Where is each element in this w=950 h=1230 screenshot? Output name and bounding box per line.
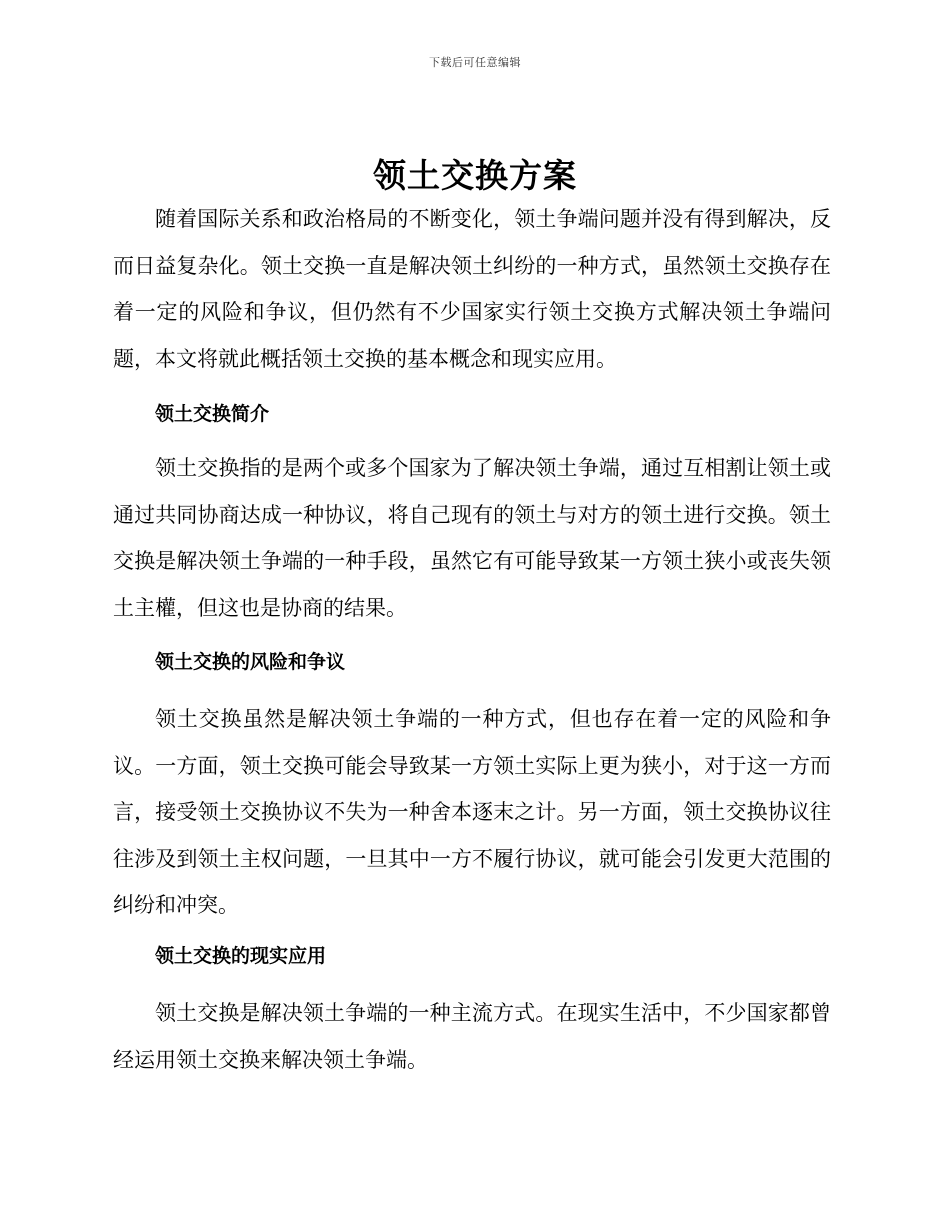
section-heading-introduction: 领土交换简介 [155, 403, 270, 425]
document-title: 领土交换方案 [373, 156, 577, 195]
page-header-note: 下载后可任意编辑 [429, 56, 521, 69]
section-paragraph-risks: 领土交换虽然是解决领土争端的一种方式，但也存在着一定的风险和争议。一方面，领土交换可能会导致某一方领土实际上更为狭小，对于这一方而言，接受领土交换协议不失为一种舍本逐末之计。另一方面，领土交换协议往往涉及到领土主权问题，一旦其中一方不履行协议，就可能会引发更大范围的纠纷和冲突。 [113, 707, 831, 917]
section-heading-risks: 领土交换的风险和争议 [155, 651, 346, 673]
section-heading-applications: 领土交换的现实应用 [155, 945, 327, 967]
intro-paragraph: 随着国际关系和政治格局的不断变化，领土争端问题并没有得到解决，反而日益复杂化。领土交换一直是解决领土纠纷的一种方式，虽然领土交换存在着一定的风险和争议，但仍然有不少国家实行领土交换方式解决领土争端问题，本文将就此概括领土交换的基本概念和现实应用。 [113, 207, 831, 371]
section-paragraph-applications: 领土交换是解决领土争端的一种主流方式。在现实生活中，不少国家都曾经运用领土交换来解决领土争端。 [113, 1001, 831, 1072]
section-paragraph-introduction: 领土交换指的是两个或多个国家为了解决领土争端，通过互相割让领土或通过共同协商达成一种协议，将自己现有的领土与对方的领土进行交换。领土交换是解决领土争端的一种手段，虽然它有可能导致某一方领土狭小或丧失领土主權，但这也是协商的结果。 [113, 456, 831, 620]
